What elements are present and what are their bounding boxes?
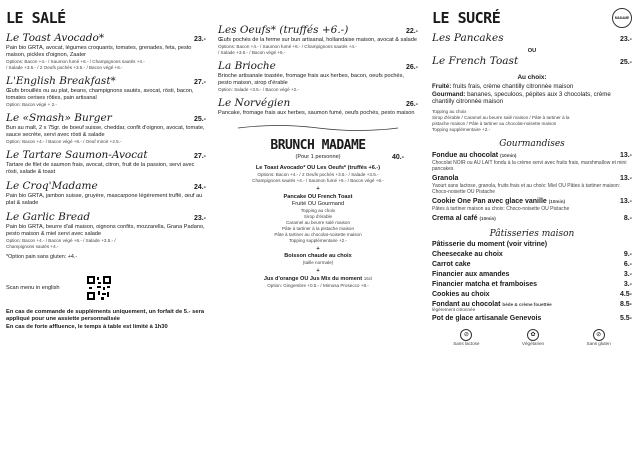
menu-item-header [6, 180, 206, 193]
menu-item-price: 26.- [405, 64, 418, 71]
gourmandise-name: Crema al café [432, 215, 478, 223]
patisserie-name-wrap [432, 250, 503, 259]
menu-item-desc: Pain bio GRTA, beurre d'ail maison, oignons confits, mozzarella, Grana Padano, pesto maison & miel servi avec salade [6, 224, 205, 237]
brunch-line-4: Jus d'orange OU Jus Mix du moment [263, 275, 363, 282]
patisserie-row [432, 250, 632, 259]
scan-block [6, 275, 206, 301]
menu-item-header [6, 149, 206, 162]
gourmand-label: Gourmand: [432, 90, 466, 98]
sale-column [6, 0, 206, 331]
gourmandise-time: (10min) [500, 153, 517, 159]
scan-label: Scan menu in english [6, 284, 60, 291]
menu-item-name: Le Norvégien [218, 97, 291, 109]
brunch-line-2: Pancake OU French Toast [283, 193, 353, 200]
menu-item-option: Options: Bacon +4.- / Saumon fumé +6.- / Champignons sautés +4.- [218, 44, 357, 49]
patisserie-row [432, 240, 632, 249]
menu-item-desc: Pancake, fromage frais aux herbes, saumon fumé, oeufs pochés, pesto maison [218, 110, 415, 116]
patisserie-name: Carrot cake [432, 261, 471, 269]
patisserie-name: Financier aux amandes [432, 271, 510, 279]
menu-item-option: Option: Bacon +4.- / Bacon végé +6.- / Salade +3.5.- / [6, 238, 116, 243]
patisserie-row [432, 314, 632, 323]
french-toast-row [432, 55, 632, 68]
patisserie-name-wrap [432, 270, 509, 279]
legend-lactose-label: Sans lactose [453, 341, 480, 347]
pancakes-name: Les Pancakes [432, 32, 504, 44]
menu-item-option: Option: Bacon +4.- / Bacon végé +6.- / Oeuf miroir +2.5.- [6, 139, 122, 144]
patisserie-price: 8.5- [619, 301, 632, 309]
patisserie-name: Cookies au choix [432, 291, 490, 299]
legend-vegetarian-label: Végétarien [521, 341, 545, 347]
menu-item-desc: Pain bio GRTA, jambon suisse, gruyère, mascarpone légèrement truffé, œuf au plat & salade [6, 193, 203, 206]
menu-item-price: 24.- [193, 184, 206, 191]
menu-item-header [6, 75, 206, 88]
footer-note-2: En cas de forte affluence, le temps à table est limité à 1h30 [6, 323, 168, 330]
fondant-sub: légèrement citronnée [432, 307, 476, 313]
brunch-topping-list [218, 208, 418, 244]
topping-line: pistache maison / Pâte à tartiner au chocolat-noisette maison [432, 121, 557, 127]
gourmandise-price: 8.- [623, 215, 632, 223]
brunch-l1-opt-2: Champignons sautés +4.- / Saumon fumé +6.- / Bacon végé +6.- [252, 178, 384, 184]
patisserie-name-wrap [432, 280, 537, 289]
menu-item-header [218, 97, 418, 110]
menu-item-header [218, 60, 418, 73]
brunch-topping-option: Topping au choix [300, 208, 336, 214]
gourmandise-name: Cookie One Pan avec glace vanille [432, 198, 547, 206]
brunch-divider-icon [218, 123, 418, 133]
topping-line: Sirop d'érable / Caramel au beurre salé maison / Pâte à tartiner à la [432, 115, 570, 121]
gourmandise-name-wrap [432, 214, 496, 223]
sucre-title: LE SUCRÉ [432, 9, 501, 27]
gourmand-desc: bananes, speculoos, pépites aux 3 chocolats, crème chantilly citronnée maison [432, 90, 611, 105]
fruite-row [432, 83, 632, 90]
menu-item-option: / Salade +3.5.- / 2 Oeufs pochés +3.5.- / Bacon végé +6.- [6, 65, 123, 70]
gourmandise-name: Fondue au chocolat [432, 152, 499, 160]
middle-items [218, 24, 418, 117]
gourmandise-desc: Yaourt sans lactose, granola, fruits frais et au choix: Miel OU Pâtes à tartiner maison: Choco-noisette OU Pistache [432, 183, 621, 196]
menu-item-name: Le Toast Avocado* [6, 32, 105, 44]
footer-note-1: En cas de commande de suppléments uniquement, un forfait de 5.- sera appliqué pour une assiette personnalisée [6, 309, 205, 323]
patisserie-name-wrap [432, 314, 541, 323]
gourmandise-name: Granola [432, 175, 459, 183]
menu-item-name: Le «Smash» Burger [6, 112, 112, 124]
menu-item-option: Champignons sautés +4.- [6, 244, 59, 249]
gourmandise-time: (10min) [548, 199, 566, 205]
brunch-line-4-row [218, 276, 418, 283]
gourmandise-row [432, 151, 632, 160]
brunch-plus-3: + [316, 268, 320, 275]
menu-item-header [218, 24, 418, 37]
brunch-line-2b: Fruité OU Gourmand [291, 200, 345, 207]
patisserie-name-wrap [432, 240, 547, 249]
legend-gluten [587, 329, 611, 347]
menu-item-option: / Salade +3.5.- / Bacon végé +6.- [218, 50, 286, 55]
menu-item-name: Le Croq'Madame [6, 180, 98, 192]
brunch-topping-option: Caramel au beurre salé maison [285, 220, 351, 226]
pancakes-price: 23.- [619, 36, 632, 43]
gluten-free-icon: ⊘ [593, 329, 605, 341]
french-toast-name: Le French Toast [432, 55, 519, 68]
pancakes-row [432, 32, 632, 45]
menu-item-header [6, 211, 206, 224]
brunch-price: 40.- [391, 154, 404, 161]
menu-item-name: Le Tartare Saumon-Avocat [6, 149, 148, 161]
brunch-line-4b: 15cl [363, 275, 373, 281]
brunch-line-1: Le Toast Avocado* OU Les Oeufs* (truffés +6.-) [255, 165, 381, 172]
patisserie-name: Financier matcha et framboises [432, 281, 538, 289]
legend-gluten-label: Sans gluten [586, 341, 611, 347]
brunch-plus-1: + [316, 186, 320, 193]
menu-item-header [6, 112, 206, 125]
sucre-topping-list [432, 109, 632, 133]
patisserie-row [432, 260, 632, 269]
topping-line: Topping au choix [432, 109, 467, 115]
brunch-l1-opt-1: Options: Bacon +4.- / 2 Oeufs pochés +3.5.- / Salade +3.5.- [257, 172, 379, 178]
patisseries-items [432, 240, 632, 323]
gourmandise-row [432, 197, 632, 206]
patisserie-row [432, 280, 632, 289]
sucre-header [432, 8, 632, 28]
menu-item-option: Option: Salade +3.5.- / Bacon végé +2.- [218, 87, 299, 92]
legend-vegetarian [522, 329, 544, 347]
brunch-line-3b: (taille normale) [302, 260, 334, 266]
menu-item-header [6, 32, 206, 45]
brunch-sub: (Pour 1 personne) [295, 154, 341, 160]
patisserie-note: bède & crème fouettée [502, 302, 552, 308]
sucre-ou: OU [527, 48, 537, 54]
menu-item-price: 27.- [193, 153, 206, 160]
menu-item-desc: Brioche artisanale toastée, fromage frais aux herbes, bacon, oeufs pochés, pesto maison, sirop d'érable [218, 73, 404, 86]
menu-item-name: Le Garlic Bread [6, 211, 91, 223]
gourmandise-row [432, 174, 632, 183]
au-choix: Au choix: [517, 74, 547, 82]
brunch-topping-option: Pâte à tartiner à la pistache maison [281, 226, 354, 232]
gourmandise-name-wrap [432, 151, 516, 160]
gourmandise-desc: Pâtes à tartiner maison au choix: Choco-noisette OU Pistache [432, 206, 570, 213]
gourmandise-name-wrap [432, 197, 565, 206]
gourmandise-name-wrap [432, 174, 458, 183]
vegetarian-icon: ✿ [527, 329, 539, 341]
gourmandise-desc: Chocolat NOIR ou AU LAIT fondu à la crème servi avec fruits frais, marshmallow et mini pancakes [432, 160, 627, 173]
middle-column [218, 0, 418, 289]
topping-line: Topping supplémentaire +2.- [432, 127, 491, 133]
brunch-topping-option: Topping supplémentaire +2.- [288, 238, 348, 244]
gourmandises-items [432, 151, 632, 223]
patisserie-price: 5.5- [619, 315, 632, 323]
legend-lactose [453, 329, 479, 347]
menu-item-price: 27.- [193, 79, 206, 86]
sale-items [6, 32, 206, 250]
menu-item-price: 23.- [193, 215, 206, 222]
menu-item-price: 23.- [193, 36, 206, 43]
patisserie-price: 4.5- [619, 291, 632, 299]
patisserie-name: Cheesecake au choix [432, 251, 503, 259]
menu-item-desc: Œufs brouillés ou au plat, beans, champignons sautés, avocat, rösti, bacon, tomates cerises rôties, pain artisanal [6, 88, 194, 101]
qr-code[interactable] [86, 275, 112, 301]
patisserie-price: 3.- [623, 281, 632, 289]
menu-item-option: Options: Bacon +4.- / Saumon fumé +6.- / Champignons sautés +4.- [6, 59, 145, 64]
sucre-column [432, 0, 632, 347]
menu-item-name: La Brioche [218, 60, 276, 72]
sale-title: LE SALÉ [6, 9, 66, 27]
menu-item-price: 26.- [405, 101, 418, 108]
gourmandise-price: 13.- [619, 152, 632, 160]
gourmand-row [432, 91, 632, 105]
gourmandise-row [432, 214, 632, 223]
gluten-note: *Option pain sans gluten: +4.- [6, 254, 78, 260]
brunch-topping-option: Sirop d'érable [303, 214, 333, 220]
menu-item-desc: Œufs pochés de la ferme sur bun artisanal, hollandaise maison, avocat & salade [218, 37, 418, 43]
brunch-sub-row [218, 154, 418, 161]
brunch-plus-2: + [316, 246, 320, 253]
gourmandises-title: Gourmandises [499, 139, 565, 150]
fruite-label: Fruité: [432, 83, 452, 91]
menu-item-option: Option: Bacon végé + 2.- [6, 102, 57, 107]
menu-item-price: 22.- [405, 28, 418, 35]
diet-legend [432, 329, 632, 347]
madame-badge: MADAME [612, 8, 632, 28]
menu-item-name: L'English Breakfast* [6, 75, 116, 87]
gourmandise-price: 13.- [619, 198, 632, 206]
patisserie-price: 9.- [623, 251, 632, 259]
menu-item-price: 25.- [193, 116, 206, 123]
brunch-topping-option: Pâte à tartiner au chocolat-noisette maison [274, 232, 362, 238]
patisserie-name: Pâtisserie du moment (voir vitrine) [432, 241, 548, 249]
lactose-free-icon: ⊘ [460, 329, 472, 341]
french-toast-price: 25.- [619, 59, 632, 67]
gourmandise-time: (10min) [479, 216, 496, 222]
patisserie-row [432, 290, 632, 299]
patisserie-name: Pot de glace artisanale Genevois [432, 315, 542, 323]
brunch-line-3: Boisson chaude au choix [284, 253, 352, 260]
brunch-title: BRUNCH MADAME [270, 138, 366, 153]
fruite-desc: fruits frais, crème chantilly citronnée maison [452, 83, 574, 91]
patisserie-name-wrap [432, 260, 471, 269]
menu-item-desc: Tartare de filet de saumon frais, avocat, citron, fruit de la passion, servi avec rösti, salade & toast [6, 162, 195, 175]
patisserie-price: 6.- [623, 261, 632, 269]
patisserie-row [432, 270, 632, 279]
patisserie-name-wrap [432, 290, 490, 299]
patisseries-title: Pâtisseries maison [489, 229, 575, 240]
menu-item-name: Les Oeufs* (truffés +6.-) [218, 24, 349, 36]
menu-item-desc: Bun au malt, 2 x 75gr. de boeuf suisse, cheddar, confit d'oignon, avocat, tomate, sauce secrète, servi avec rösti & salade [6, 125, 205, 138]
patisserie-name: Fondant au chocolat [432, 301, 501, 309]
gourmandise-price: 13.- [619, 175, 632, 183]
brunch-line-4-opts: Option: Gingembre +0.5.- / Mimosa Prosecco +8.- [267, 282, 369, 288]
menu-item-desc: Pain bio GRTA, avocat, légumes croquants, tomates, grenades, feta, pesto maison, pickles d'oignon, Zaater [6, 45, 192, 58]
patisserie-price: 3.- [623, 271, 632, 279]
